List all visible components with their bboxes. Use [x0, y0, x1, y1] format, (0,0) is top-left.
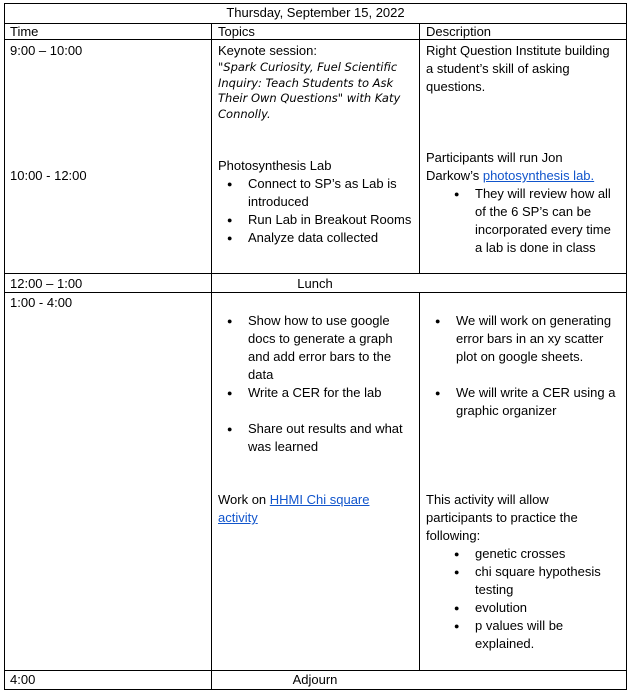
rule [211, 23, 212, 690]
hhmi-chi-square-link[interactable]: activity [218, 510, 258, 525]
list-item: ● Run Lab in Breakout Rooms [218, 211, 411, 229]
hhmi-chi-square-link[interactable]: HHMI Chi square [269, 492, 370, 507]
keynote-quote: Their Own Questions" with Katy [218, 91, 401, 105]
description-bullets [445, 545, 601, 653]
column-header-description: Description [426, 24, 492, 39]
rule [4, 23, 627, 24]
description-line: Darkow’s photosynthesis lab. [426, 168, 595, 183]
list-item: ● genetic crosses [445, 545, 601, 563]
list-item: ● p values will be explained. [445, 617, 601, 653]
topic-title: Keynote session: [218, 43, 318, 58]
rule [4, 689, 627, 690]
rule [419, 292, 420, 671]
list-item: ● evolution [445, 599, 601, 617]
time-cell: 12:00 – 1:00 [10, 276, 83, 291]
list-item: ● We will work on generating error bars in an xy scatter plot on google sheets. [426, 312, 615, 366]
topic-activity: Work on HHMI Chi square activity [218, 492, 370, 525]
description-cell [426, 42, 610, 96]
adjourn-label: Adjourn [292, 672, 338, 687]
time-cell: 1:00 - 4:00 [10, 295, 73, 310]
description-bullets [426, 384, 615, 420]
description-bullets [426, 312, 615, 366]
rule [4, 273, 627, 274]
description-line: a student’s skill of asking [426, 61, 570, 76]
description-line: following: [426, 528, 481, 543]
topic-cell [218, 312, 403, 456]
list-item: ● Show how to use google docs to generate a graph and add error bars to the data [218, 312, 403, 384]
keynote-quote: Inquiry: Teach Students to Ask [218, 75, 394, 90]
description-cell [426, 149, 611, 257]
agenda-table [4, 3, 627, 690]
keynote-quote: "Spark Curiosity, Fuel Scientific [218, 60, 398, 74]
rule [626, 3, 627, 690]
topic-bullets [218, 175, 411, 247]
rule [419, 23, 420, 274]
description-line: questions. [426, 79, 486, 94]
list-item: ● They will review how all of the 6 SP’s can be incorporated every time a lab is done in class [445, 185, 611, 257]
list-item: ● Write a CER for the lab [218, 384, 403, 402]
description-line: Participants will run Jon [426, 150, 563, 165]
column-header-time: Time [10, 24, 39, 39]
time-cell: 10:00 - 12:00 [10, 168, 87, 183]
list-item: ● Connect to SP’s as Lab is introduced [218, 175, 411, 211]
description-cell [426, 312, 615, 420]
topic-title: Photosynthesis Lab [218, 158, 332, 173]
description-line: participants to practice the [426, 510, 578, 525]
topic-bullets [218, 420, 403, 456]
topic-cell [218, 42, 400, 122]
description-bullets [445, 185, 611, 257]
keynote-quote: Connolly. [218, 106, 271, 121]
date-title: Thursday, September 15, 2022 [226, 5, 405, 20]
description-line: Right Question Institute building [426, 43, 610, 58]
lunch-label: Lunch [297, 276, 333, 291]
list-item: ● Share out results and what was learned [218, 420, 403, 456]
photosynthesis-lab-link[interactable]: photosynthesis lab. [482, 168, 595, 183]
list-item: ● We will write a CER using a graphic organizer [426, 384, 615, 420]
list-item: ● chi square hypothesis testing [445, 563, 601, 599]
topic-bullets [218, 312, 403, 402]
topic-cell [218, 157, 411, 247]
time-cell: 4:00 [10, 672, 36, 687]
rule [4, 3, 5, 690]
time-cell: 9:00 – 10:00 [10, 43, 83, 58]
description-line: This activity will allow [426, 492, 549, 507]
rule [4, 39, 627, 40]
list-item: ● Analyze data collected [218, 229, 411, 247]
description-cell [426, 491, 601, 653]
column-header-topics: Topics [218, 24, 255, 39]
